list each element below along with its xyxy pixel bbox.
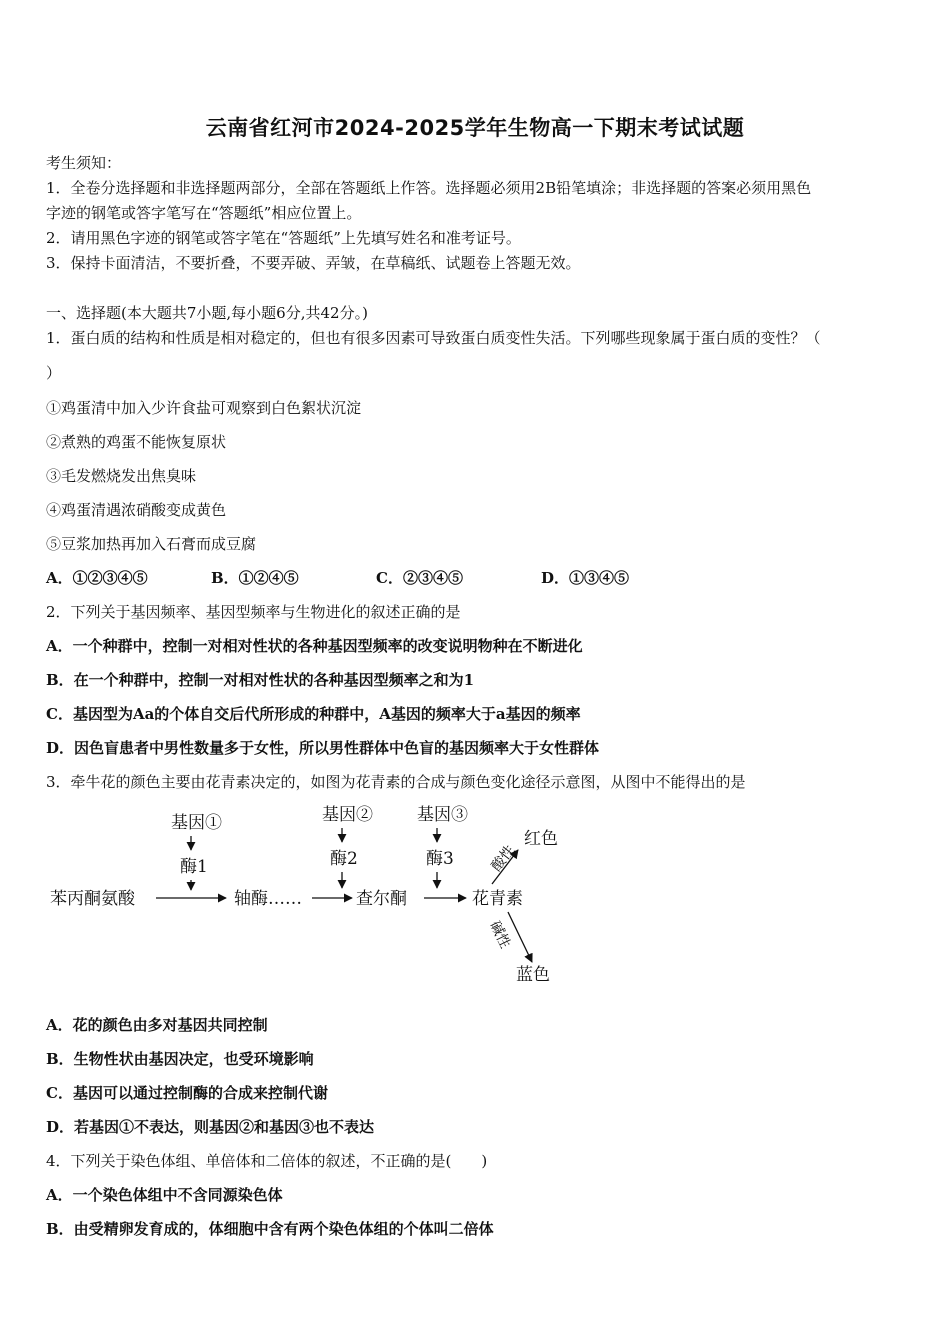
q1-option-b[interactable]: B．①②④⑤ [211, 569, 299, 587]
q1-item: ③毛发燃烧发出焦臭味 [46, 467, 197, 485]
q1-stem-end: ） [46, 364, 62, 382]
notice-item-2: 2．请用黑色字迹的钢笔或答字笔在“答题纸”上先填写姓名和准考证号。 [46, 229, 521, 247]
q4-option-a[interactable]: A．一个染色体组中不含同源染色体 [46, 1186, 283, 1204]
blue-label: 蓝色 [516, 965, 550, 985]
q2-stem: 2．下列关于基因频率、基因型频率与生物进化的叙述正确的是 [46, 603, 461, 621]
red-label: 红色 [524, 829, 558, 849]
q1-option-d[interactable]: D．①③④⑤ [541, 569, 630, 587]
substrate-label: 苯丙酮氨酸 [50, 889, 135, 909]
base-branch-arrow [508, 912, 532, 962]
gene-1-label: 基因① [171, 813, 222, 833]
q4-option-b[interactable]: B．由受精卵发育成的，体细胞中含有两个染色体组的个体叫二倍体 [46, 1220, 494, 1238]
page-title: 云南省红河市2024-2025学年生物高一下期末考试试题 [205, 116, 745, 140]
q3-stem: 3．牵牛花的颜色主要由花青素决定的，如图为花青素的合成与颜色变化途径示意图，从图中不能得出的是 [46, 773, 746, 791]
q1-option-a[interactable]: A．①②③④⑤ [46, 569, 148, 587]
notice-item-1a: 1．全卷分选择题和非选择题两部分，全部在答题纸上作答。选择题必须用2B铅笔填涂；非选择题的答案必须用黑色 [46, 179, 812, 197]
notice-heading: 考生须知： [46, 154, 122, 172]
q2-option-d[interactable]: D．因色盲患者中男性数量多于女性，所以男性群体中色盲的基因频率大于女性群体 [46, 739, 600, 757]
q1-stem: 1．蛋白质的结构和性质是相对稳定的，但也有很多因素可导致蛋白质变性失活。下列哪些现象属于蛋白质的变性？（ [46, 329, 821, 347]
anthocyanin-pathway-diagram [46, 800, 626, 996]
q4-stem: 4．下列关于染色体组、单倍体和二倍体的叙述，不正确的是( ) [46, 1152, 488, 1170]
anthocyanin-label: 花青素 [472, 889, 523, 909]
notice-item-3: 3．保持卡面清洁，不要折叠，不要弄破、弄皱，在草稿纸、试题卷上答题无效。 [46, 254, 581, 272]
enzyme-1-label: 酶1 [180, 857, 208, 877]
q3-option-d[interactable]: D．若基因①不表达，则基因②和基因③也不表达 [46, 1118, 375, 1136]
chalcone-label: 查尔酮 [356, 889, 407, 909]
q3-option-b[interactable]: B．生物性状由基因决定，也受环境影响 [46, 1050, 314, 1068]
gene-2-label: 基因② [322, 805, 373, 825]
q2-option-c[interactable]: C．基因型为Aa的个体自交后代所形成的种群中，A基因的频率大于a基因的频率 [46, 705, 581, 723]
q1-item: ①鸡蛋清中加入少许食盐可观察到白色絮状沉淀 [46, 399, 362, 417]
q1-item: ④鸡蛋清遇浓硝酸变成黄色 [46, 501, 227, 519]
q2-option-b[interactable]: B．在一个种群中，控制一对相对性状的各种基因型频率之和为1 [46, 671, 475, 689]
q1-options [46, 567, 629, 588]
acid-label: 酸性 [488, 842, 519, 875]
enzyme-2-label: 酶2 [330, 849, 358, 869]
q1-item: ⑤豆浆加热再加入石膏而成豆腐 [46, 535, 257, 553]
q2-option-a[interactable]: A．一个种群中，控制一对相对性状的各种基因型频率的改变说明物种在不断进化 [46, 637, 583, 655]
q3-option-a[interactable]: A．花的颜色由多对基因共同控制 [46, 1016, 268, 1034]
section-heading: 一、选择题(本大题共7小题,每小题6分,共42分。) [46, 304, 368, 322]
enzyme-3-label: 酶3 [426, 849, 454, 869]
notice-item-1b: 字迹的钢笔或答字笔写在“答题纸”相应位置上。 [46, 204, 362, 222]
intermediate-label: 轴酶…… [234, 889, 302, 909]
q1-item: ②煮熟的鸡蛋不能恢复原状 [46, 433, 227, 451]
gene-3-label: 基因③ [417, 805, 468, 825]
q1-option-c[interactable]: C．②③④⑤ [376, 569, 463, 587]
q3-option-c[interactable]: C．基因可以通过控制酶的合成来控制代谢 [46, 1084, 328, 1102]
base-label: 碱性 [486, 918, 514, 951]
